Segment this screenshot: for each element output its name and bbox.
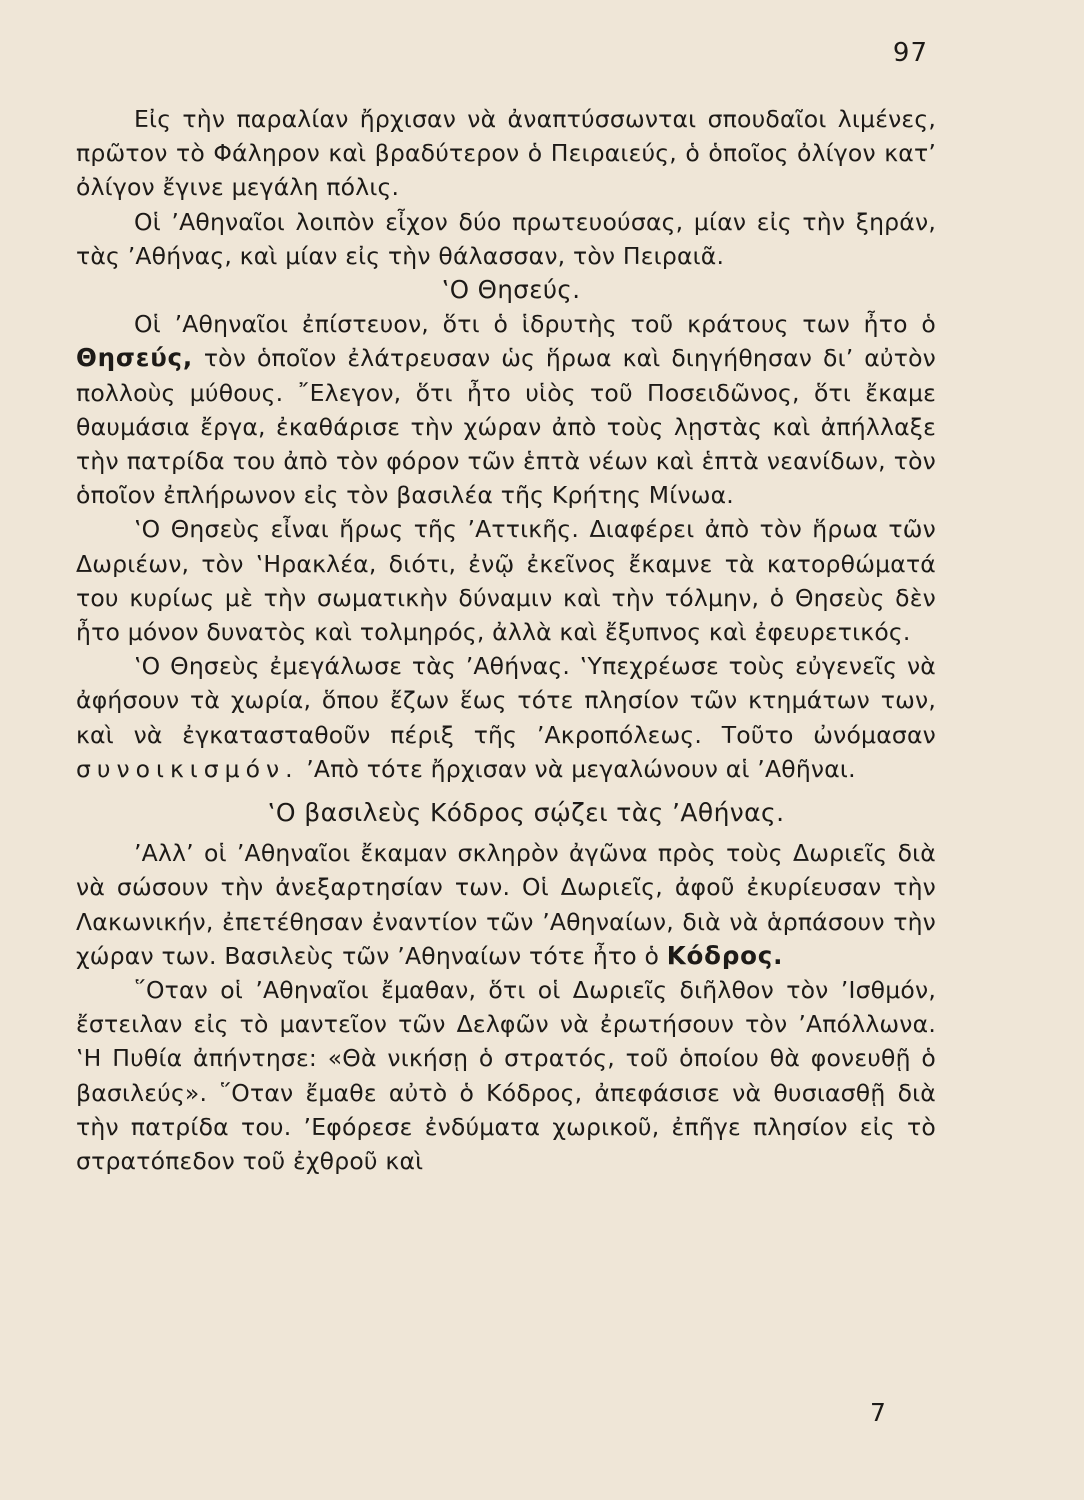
paragraph-theseus-hero: ‛Ο Θησεὺς εἶναι ἥρως τῆς ’Αττικῆς. Διαφέρει ἀπὸ τὸν ἥρωα τῶν Δωριέων, τὸν ‛Ηρακλέα, διότι, ἐνῷ ἐκεῖνος ἔκαμνε τὰ κατορθώματά του κυρίως μὲ τὴν σωματικὴν δύναμιν καὶ τὴν τόλμην, ὁ Θησεὺς δὲν ἦτο μόνον δυνατὸς καὶ τολμηρός, ἀλλὰ καὶ ἔξυπνος καὶ ἐφευρετικός. [76,515,936,647]
page-number: 97 [892,38,928,68]
paragraph-synoecism [76,649,936,786]
paragraph-text: ’Αλλ’ οἱ ’Αθηναῖοι ἔκαμαν σκληρὸν ἀγῶνα πρὸς τοὺς Δωριεῖς διὰ νὰ σώσουν τὴν ἀνεξαρτησίαν των. Οἱ Δωριεῖς, ἀφοῦ ἐκυρίευσαν τὴν Λακωνικήν, ἐπετέθησαν ἐναντίον τῶν ’Αθηναίων, διὰ νὰ ἁρπάσουν τὴν χώραν των. Βασιλεὺς τῶν ’Αθηναίων τότε ἦτο ὁ [76,839,936,970]
spaced-term-synoikismos: συνοικισμόν. [76,754,299,783]
emphasis-theseus: Θησεύς, [76,343,193,373]
paragraph-theseus-founder [76,307,936,512]
paragraph-dorian-war [76,836,936,973]
body-text [76,102,936,1178]
heading-theseus: ‛Ο Θησεύς. [441,275,581,305]
paragraph-oracle: ῞Οταν οἱ ’Αθηναῖοι ἔμαθαν, ὅτι οἱ Δωριεῖς διῆλθον τὸν ’Ισθμόν, ἔστειλαν εἰς τὸ μαντεῖον τῶν Δελφῶν νὰ ἐρωτήσουν τὸν ’Απόλλωνα. ‛Η Πυθία ἀπήντησε: «Θὰ νικήσῃ ὁ στρατός, τοῦ ὁποίου θὰ φονευθῇ ὁ βασιλεύς». ῞Οταν ἔμαθε αὐτὸ ὁ Κόδρος, ἀπεφάσισε νὰ θυσιασθῇ διὰ τὴν πατρίδα του. ’Εφόρεσε ἐνδύματα χωρικοῦ, ἐπῆγε πλησίον εἰς τὸ στρατόπεδον τοῦ ἐχθροῦ καὶ [76,976,936,1176]
emphasis-kodros: Κόδρος. [666,940,784,970]
heading-kodros: ‛Ο βασιλεὺς Κόδρος σῴζει τὰς ’Αθήνας. [267,798,785,828]
paragraph-text: τὸν ὁποῖον ἐλάτρευσαν ὡς ἥρωα καὶ διηγήθησαν δι’ αὐτὸν πολλοὺς μύθους. ῎Ελεγον, ὅτι ἦτο υἱὸς τοῦ Ποσειδῶνος, ὅτι ἔκαμε θαυμάσια ἔργα, ἐκαθάρισε τὴν χώραν ἀπὸ τοὺς λῃστὰς καὶ ἀπήλλαξε τὴν πατρίδα του ἀπὸ τὸν φόρον τῶν ἑπτὰ νέων καὶ ἑπτὰ νεανίδων, τὸν ὁποῖον ἐπλήρωνον εἰς τὸν βασιλέα τῆς Κρήτης Μίνωα. [76,344,936,510]
paragraph-text: Οἱ ’Αθηναῖοι ἐπίστευον, ὅτι ὁ ἱδρυτὴς τοῦ κράτους των ἦτο ὁ [134,310,936,339]
paragraph-harbors: Εἰς τὴν παραλίαν ἤρχισαν νὰ ἀναπτύσσωνται σπουδαῖοι λιμένες, πρῶτον τὸ Φάληρον καὶ βραδύτερον ὁ Πειραιεύς, ὁ ὁποῖος ὀλίγον κατ’ ὀλίγον ἔγινε μεγάλη πόλις. [76,105,936,202]
paragraph-text: ’Απὸ τότε ἤρχισαν νὰ μεγαλώνουν αἱ ’Αθῆναι. [298,754,856,783]
paragraph-text: ‛Ο Θησεὺς ἐμεγάλωσε τὰς ’Αθήνας. ‛Υπεχρέωσε τοὺς εὐγενεῖς νὰ ἀφήσουν τὰ χωρία, ὅπου ἔζων ἕως τότε πλησίον τῶν κτημάτων των, καὶ νὰ ἐγκατασταθοῦν πέριξ τῆς ’Ακροπόλεως. Τοῦτο ὠνόμασαν [76,652,936,749]
paragraph-capitals: Οἱ ’Αθηναῖοι λοιπὸν εἶχον δύο πρωτευούσας, μίαν εἰς τὴν ξηράν, τὰς ’Αθήνας, καὶ μίαν εἰς τὴν θάλασσαν, τὸν Πειραιᾶ. [76,207,936,270]
signature-mark: 7 [870,1398,886,1427]
